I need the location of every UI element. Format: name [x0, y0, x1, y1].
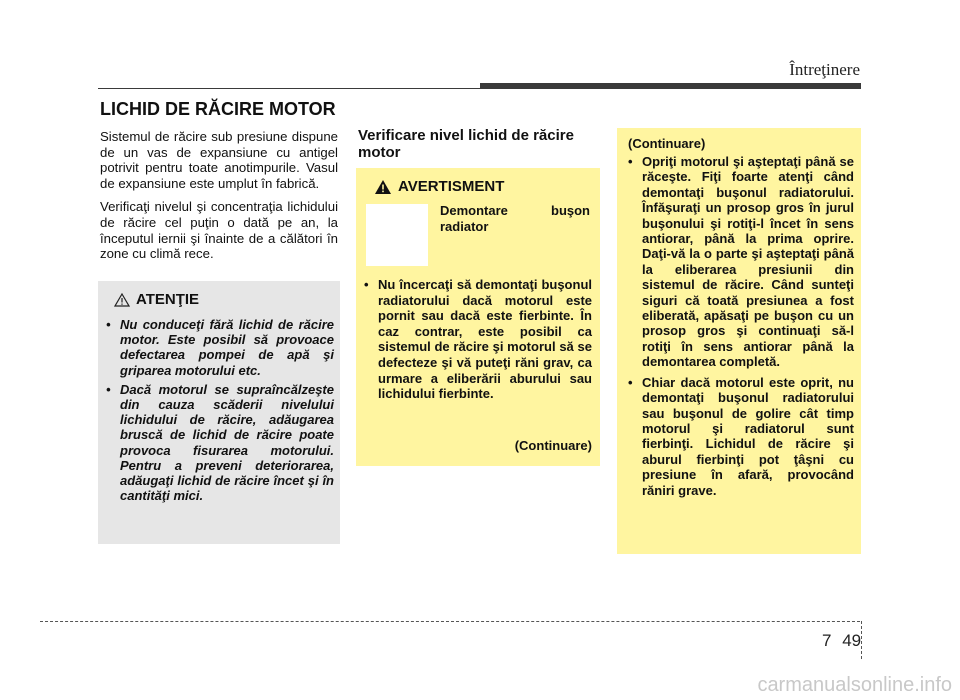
- subsection-title: Verificare nivel lichid de răcire motor: [358, 127, 574, 161]
- header-bar: [480, 83, 861, 89]
- warning-triangle-outline-icon: [114, 293, 130, 307]
- warning-list: [364, 277, 592, 402]
- list-item: • Chiar dacă motorul este oprit, nu demontaţi buşonul radiatorului sau buşonul de golire cât timp motorul şi radiatorul sunt fierbinţi. Lichidul de răcire şi aburul fierbinţi pot ţâşni cu presiune în afară, provocând răniri grave.: [628, 374, 854, 498]
- list-item: • Opriţi motorul şi aşteptaţi până se răceşte. Fiţi foarte atenţi când demontaţi buşonul radiatorului. Înfăşuraţi un prosop gros în jurul buşonului şi rotiţi-l încet în sens antiorar, până la prima oprire. Daţi-vă la o parte şi aşteptaţi până la eliberarea presiunii din sistemul de răcire. Când sunteţi siguri că toată presiunea a fost eliberată, apăsaţi pe buşon cu un prosop gros şi continuaţi să-l rotiţi în sens antiorar până la demontarea completă.: [628, 154, 854, 370]
- list-item: • Nu încercaţi să demontaţi buşonul radiatorului dacă motorul este pornit sau dacă este fierbinte. În caz contrar, este posibil ca sistemul de răcire şi motorul să se defecteze şi vă puteţi răni grav, ca urmare a eliberării aburului sau lichidului fierbinte.: [364, 277, 592, 402]
- footer-vertical-divider: [861, 621, 862, 659]
- page-number-value: 49: [842, 631, 862, 650]
- section-title: LICHID DE RĂCIRE MOTOR: [100, 99, 336, 119]
- page-number: [822, 631, 861, 651]
- caution-title: ATENŢIE: [136, 291, 200, 308]
- warning-triangle-filled-icon: [374, 179, 392, 195]
- warning-box: [356, 168, 600, 466]
- caution-heading: [114, 291, 199, 308]
- caution-list: [106, 317, 334, 507]
- caution-box: [98, 281, 340, 544]
- list-item: • Nu conduceţi fără lichid de răcire motor. Este posibil să provoace defectarea pompei de apă şi griparea motorului etc.: [106, 317, 334, 378]
- list-item: • Dacă motorul se supraîncălzeşte din cauza scăderii nivelului lichidului de răcire, adăugarea bruscă de lichid de răcire poate provoca fisurarea motorului. Pentru a preveni deteriorarea, adăugaţi lichid de răcire încet şi în cantităţi mici.: [106, 381, 334, 504]
- continuation-label: (Continuare): [628, 136, 706, 151]
- warning-heading: [374, 178, 504, 195]
- continued-note: (Continuare): [514, 438, 592, 453]
- watermark: carmanualsonline.info: [757, 674, 952, 696]
- warning-subtitle: Demontare buşon radiator: [440, 203, 590, 234]
- intro-text: [100, 129, 338, 270]
- radiator-cap-image: [366, 204, 428, 266]
- warning-title: AVERTISMENT: [398, 178, 505, 195]
- continuation-box: [617, 128, 861, 554]
- intro-paragraph-1: Sistemul de răcire sub presiune dispune de un vas de expansiune cu antigel potrivit pentru toate anotimpurile. Vasul de expansiune este umplut în fabrică.: [100, 129, 338, 191]
- chapter-number: 7: [822, 631, 832, 650]
- header-rule: [98, 88, 480, 89]
- running-header: Întreţinere: [789, 60, 860, 79]
- intro-paragraph-2: Verificaţi nivelul şi concentraţia lichidului de răcire cel puţin o dată pe an, la începutul iernii şi înainte de a călători în zone cu climă rece.: [100, 199, 338, 262]
- footer-divider: [40, 621, 860, 622]
- continuation-list: [628, 154, 854, 503]
